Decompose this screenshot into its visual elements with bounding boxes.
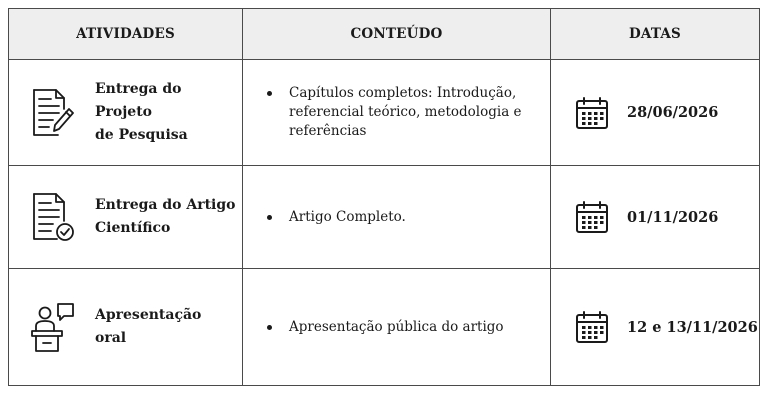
date-cell bbox=[551, 269, 760, 386]
activity-label-line1: Entrega do Projeto bbox=[95, 81, 182, 120]
content-cell bbox=[243, 166, 551, 269]
activity-label-line1: Entrega do Artigo bbox=[95, 197, 236, 213]
activity-cell bbox=[9, 166, 243, 269]
date-cell bbox=[551, 166, 760, 269]
speaker-podium-icon bbox=[31, 301, 75, 353]
calendar-icon bbox=[575, 96, 609, 130]
content-item: Artigo Completo. bbox=[265, 208, 532, 227]
table-row bbox=[9, 166, 760, 269]
content-cell bbox=[243, 269, 551, 386]
activity-label-line2: oral bbox=[95, 330, 127, 346]
table-row bbox=[9, 60, 760, 166]
date-cell bbox=[551, 60, 760, 166]
content-item: Capítulos completos: Introdução, referencial teórico, metodologia e referências bbox=[265, 84, 532, 141]
activity-label-line2: de Pesquisa bbox=[95, 127, 188, 143]
content-list bbox=[265, 318, 532, 337]
activity-label bbox=[95, 78, 242, 147]
schedule-table bbox=[8, 8, 760, 386]
activity-label-line1: Apresentação bbox=[95, 307, 202, 323]
activity-cell bbox=[9, 60, 243, 166]
activity-label bbox=[95, 194, 236, 240]
activity-label-line2: Científico bbox=[95, 220, 171, 236]
document-check-icon bbox=[31, 191, 75, 243]
activity-label bbox=[95, 304, 201, 350]
calendar-icon bbox=[575, 200, 609, 234]
header-dates: DATAS bbox=[551, 9, 760, 60]
document-pen-icon bbox=[31, 87, 75, 139]
date-value: 28/06/2026 bbox=[627, 104, 719, 121]
content-list bbox=[265, 208, 532, 227]
date-value: 01/11/2026 bbox=[627, 208, 719, 226]
calendar-icon bbox=[575, 310, 609, 344]
table-row bbox=[9, 269, 760, 386]
table-header-row bbox=[9, 9, 760, 60]
header-content: CONTEÚDO bbox=[243, 9, 551, 60]
content-list bbox=[265, 84, 532, 141]
date-value: 12 e 13/11/2026 bbox=[627, 318, 758, 336]
content-cell bbox=[243, 60, 551, 166]
content-item: Apresentação pública do artigo bbox=[265, 318, 532, 337]
activity-cell bbox=[9, 269, 243, 386]
header-activities: ATIVIDADES bbox=[9, 9, 243, 60]
